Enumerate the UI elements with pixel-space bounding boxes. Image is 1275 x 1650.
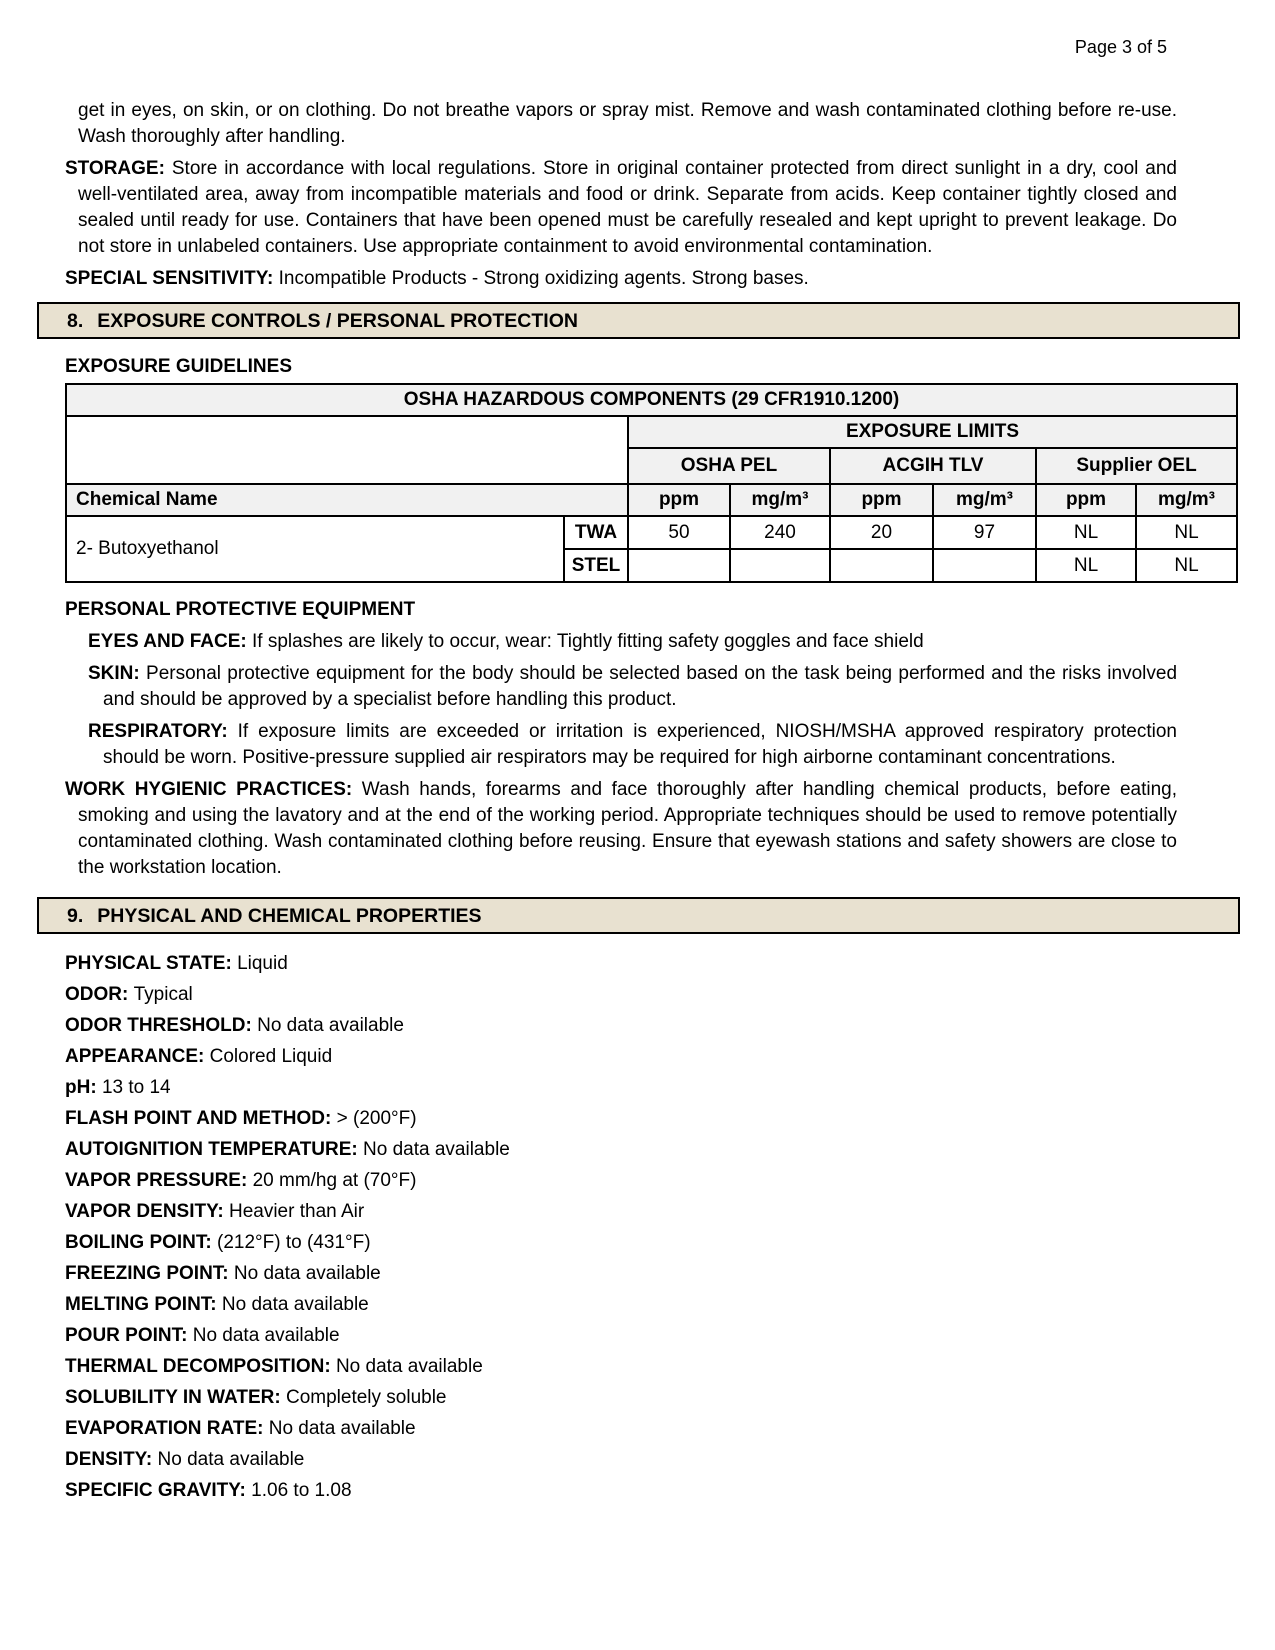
property-label: FLASH POINT AND METHOD: — [65, 1108, 332, 1129]
property-row-ph — [65, 1075, 1177, 1101]
property-label: VAPOR DENSITY: — [65, 1201, 224, 1222]
exposure-limits-header: EXPOSURE LIMITS — [628, 416, 1237, 448]
work-hygienic-paragraph — [65, 777, 1177, 881]
work-hygienic-label: WORK HYGIENIC PRACTICES: — [65, 779, 353, 800]
table-row-twa — [66, 516, 1237, 549]
respiratory-paragraph — [88, 719, 1177, 771]
table-spacer-cell — [66, 416, 628, 484]
unit-header-mgm3-2: mg/m³ — [933, 484, 1036, 516]
skin-text: Personal protective equipment for the body should be selected based on the task being performed and the risks involved and should be approved by a specialist before handling this product. — [103, 663, 1178, 710]
property-label: pH: — [65, 1077, 97, 1098]
property-label: PHYSICAL STATE: — [65, 953, 232, 974]
continuation-paragraph: get in eyes, on skin, or on clothing. Do not breathe vapors or spray mist. Remove and wash contaminated clothing before re-use. Wash thoroughly after handling. — [78, 100, 1177, 147]
property-label: POUR POINT: — [65, 1325, 188, 1346]
storage-text: Store in accordance with local regulations. Store in original container protected from direct sunlight in a dry, cool and well-ventilated area, away from incompatible materials and food or drink. Separate from acids. Keep container tightly closed and sealed until ready for use. Containers that have been opened must be carefully resealed and kept upright to prevent leakage. Do not store in unlabeled containers. Use appropriate containment to avoid environmental contamination. — [78, 158, 1177, 257]
property-row-specific-gravity — [65, 1478, 1177, 1504]
value-cell — [628, 549, 730, 582]
property-row-solubility — [65, 1385, 1177, 1411]
group-header-acgih-tlv: ACGIH TLV — [830, 448, 1036, 484]
property-label: VAPOR PRESSURE: — [65, 1170, 248, 1191]
page-number: Page 3 of 5 — [1074, 37, 1167, 57]
value-cell: NL — [1036, 549, 1136, 582]
eyes-and-face-label: EYES AND FACE: — [88, 631, 247, 652]
property-row-autoignition — [65, 1137, 1177, 1163]
unit-header-mgm3-3: mg/m³ — [1136, 484, 1237, 516]
special-sensitivity-label: SPECIAL SENSITIVITY: — [65, 268, 274, 289]
ppe-heading: PERSONAL PROTECTIVE EQUIPMENT — [65, 599, 416, 620]
property-value: No data available — [268, 1418, 416, 1439]
unit-header-ppm-3: ppm — [1036, 484, 1136, 516]
unit-header-ppm-2: ppm — [830, 484, 933, 516]
property-row-density — [65, 1447, 1177, 1473]
property-label: SOLUBILITY IN WATER: — [65, 1387, 281, 1408]
property-row-vapor-pressure — [65, 1168, 1177, 1194]
value-cell: 97 — [933, 516, 1036, 549]
property-value: Liquid — [237, 953, 288, 974]
value-cell: 50 — [628, 516, 730, 549]
property-label: ODOR: — [65, 984, 129, 1005]
property-label: EVAPORATION RATE: — [65, 1418, 264, 1439]
property-value: (212°F) to (431°F) — [217, 1232, 371, 1253]
property-row-thermal-decomposition — [65, 1354, 1177, 1380]
value-cell: NL — [1136, 549, 1237, 582]
section-9-number: 9. — [67, 904, 84, 927]
skin-label: SKIN: — [88, 663, 140, 684]
eyes-and-face-text: If splashes are likely to occur, wear: Tightly fitting safety goggles and face shield — [252, 631, 924, 652]
exposure-guidelines-heading: EXPOSURE GUIDELINES — [65, 356, 292, 377]
property-label: BOILING POINT: — [65, 1232, 212, 1253]
respiratory-label: RESPIRATORY: — [88, 721, 228, 742]
property-value: Typical — [133, 984, 193, 1005]
property-label: FREEZING POINT: — [65, 1263, 229, 1284]
row-type-cell-stel: STEL — [564, 549, 628, 582]
special-sensitivity-text: Incompatible Products - Strong oxidizing agents. Strong bases. — [278, 268, 809, 289]
property-row-melting-point — [65, 1292, 1177, 1318]
property-value: No data available — [233, 1263, 381, 1284]
osha-hazardous-components-table — [65, 383, 1238, 583]
property-value: No data available — [363, 1139, 510, 1160]
work-hygienic-text: Wash hands, forearms and face thoroughly after handling chemical products, before eating, smoking and using the lavatory and at the end of the working period. Appropriate techniques should be used to remove potentially contaminated clothing. Wash contaminated clothing before reusing. Ensure that eyewash stations and safety showers are close to the workstation location. — [78, 779, 1177, 878]
property-value: No data available — [192, 1325, 340, 1346]
property-label: DENSITY: — [65, 1449, 153, 1470]
section-9-title: PHYSICAL AND CHEMICAL PROPERTIES — [97, 904, 482, 927]
special-sensitivity-paragraph — [65, 266, 1177, 292]
value-cell — [933, 549, 1036, 582]
property-row-odor — [65, 982, 1177, 1008]
property-value: No data available — [221, 1294, 369, 1315]
chemical-name-header: Chemical Name — [66, 484, 628, 516]
property-row-flash-point — [65, 1106, 1177, 1132]
property-label: APPEARANCE: — [65, 1046, 205, 1067]
property-value: No data available — [157, 1449, 305, 1470]
property-value: No data available — [257, 1015, 404, 1036]
respiratory-text: If exposure limits are exceeded or irritation is experienced, NIOSH/MSHA approved respiratory protection should be worn. Positive-pressure supplied air respirators may be required for high airborne contaminant concentrations. — [103, 721, 1177, 768]
skin-paragraph — [88, 661, 1177, 713]
section-9-header — [37, 897, 1240, 934]
storage-label: STORAGE: — [65, 158, 165, 179]
property-row-evaporation-rate — [65, 1416, 1177, 1442]
group-header-osha-pel: OSHA PEL — [628, 448, 830, 484]
property-value: 20 mm/hg at (70°F) — [252, 1170, 417, 1191]
section-8-header — [37, 302, 1240, 339]
property-value: Completely soluble — [285, 1387, 447, 1408]
property-row-boiling-point — [65, 1230, 1177, 1256]
property-value: 1.06 to 1.08 — [251, 1480, 352, 1501]
value-cell — [830, 549, 933, 582]
chemical-name-cell: 2- Butoxyethanol — [66, 516, 564, 582]
property-label: ODOR THRESHOLD: — [65, 1015, 252, 1036]
unit-header-ppm-1: ppm — [628, 484, 730, 516]
property-label: SPECIFIC GRAVITY: — [65, 1480, 246, 1501]
property-row-appearance — [65, 1044, 1177, 1070]
property-row-odor-threshold — [65, 1013, 1177, 1039]
value-cell: 240 — [730, 516, 830, 549]
property-row-freezing-point — [65, 1261, 1177, 1287]
value-cell: NL — [1136, 516, 1237, 549]
group-header-supplier-oel: Supplier OEL — [1036, 448, 1237, 484]
section-8-title: EXPOSURE CONTROLS / PERSONAL PROTECTION — [97, 309, 578, 332]
row-type-cell-twa: TWA — [564, 516, 628, 549]
property-value: Heavier than Air — [228, 1201, 365, 1222]
property-label: THERMAL DECOMPOSITION: — [65, 1356, 331, 1377]
property-row-vapor-density — [65, 1199, 1177, 1225]
section-8-number: 8. — [67, 309, 84, 332]
value-cell: 20 — [830, 516, 933, 549]
unit-header-mgm3-1: mg/m³ — [730, 484, 830, 516]
value-cell: NL — [1036, 516, 1136, 549]
physical-properties-list — [0, 951, 1275, 1504]
property-label: MELTING POINT: — [65, 1294, 217, 1315]
storage-paragraph — [65, 156, 1177, 260]
value-cell — [730, 549, 830, 582]
eyes-and-face-paragraph — [88, 629, 1177, 655]
property-value: 13 to 14 — [101, 1077, 171, 1098]
table-title: OSHA HAZARDOUS COMPONENTS (29 CFR1910.1200) — [66, 384, 1237, 416]
property-row-pour-point — [65, 1323, 1177, 1349]
property-label: AUTOIGNITION TEMPERATURE: — [65, 1139, 358, 1160]
property-value: Colored Liquid — [209, 1046, 333, 1067]
property-value: > (200°F) — [336, 1108, 417, 1129]
property-value: No data available — [335, 1356, 483, 1377]
property-row-physical-state — [65, 951, 1177, 977]
